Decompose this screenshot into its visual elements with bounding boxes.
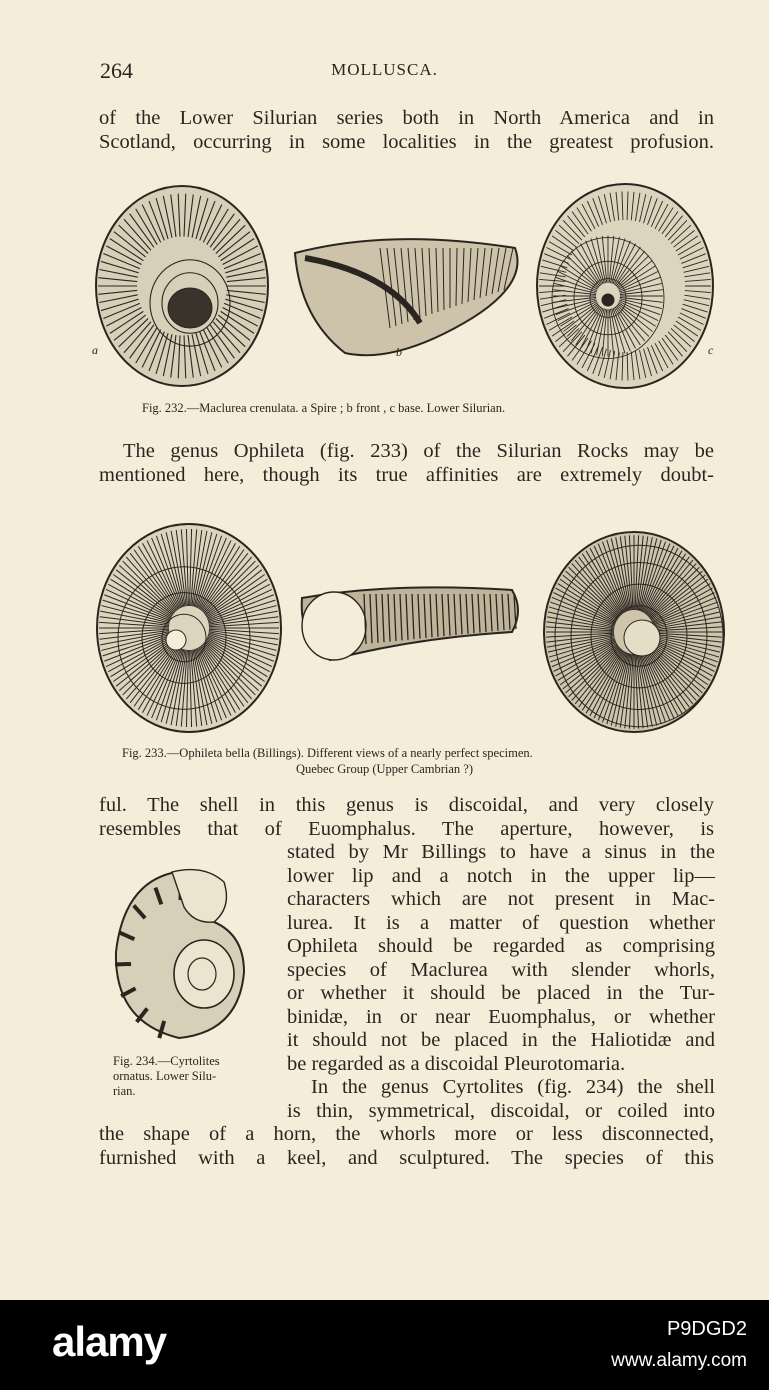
text-line: is thin, symmetrical, discoidal, or coiled into <box>287 1099 715 1122</box>
site-url: www.alamy.com <box>611 1350 747 1371</box>
side-column-text <box>287 841 715 1123</box>
text-line: lower lip and a notch in the upper lip— <box>287 864 715 887</box>
text-line: Scotland, occurring in some localities in the greatest profusion. <box>99 130 714 153</box>
text-line: mentioned here, though its true affinities are extremely doubt- <box>99 463 714 486</box>
text-line: resembles that of Euomphalus. The aperture, however, is <box>99 817 714 840</box>
page-number: 264 <box>100 58 133 83</box>
text-line: furnished with a keel, and sculptured. The species of this <box>99 1146 714 1169</box>
fig-234-illustration <box>104 862 254 1044</box>
image-id: P9DGD2 <box>666 1318 747 1340</box>
text-line: The genus Ophileta (fig. 233) of the Silurian Rocks may be <box>123 440 714 462</box>
paragraph-full-b <box>99 1123 714 1170</box>
fig-233-caption-line-2: Quebec Group (Upper Cambrian ?) <box>295 762 473 776</box>
caption-line: Fig. 234.—Cyrtolites <box>113 1054 220 1068</box>
text-line: or whether it should be placed in the Tur- <box>287 982 715 1004</box>
maclurea-base-drawing <box>537 184 713 388</box>
text-line: be regarded as a discoidal Pleurotomaria. <box>287 1052 626 1075</box>
text-line: characters which are not present in Mac- <box>287 888 715 910</box>
ophileta-base-drawing <box>544 532 724 732</box>
fig-233-caption-line-1: Fig. 233.—Ophileta bella (Billings). Different views of a nearly perfect specimen. <box>122 746 533 760</box>
fig-232-illustration <box>90 178 720 400</box>
ophileta-front-drawing <box>302 587 518 660</box>
text-line: binidæ, in or near Euomphalus, or whether <box>287 1005 715 1028</box>
fig-232-label-a: a <box>92 343 98 357</box>
text-line: the shape of a horn, the whorls more or less disconnected, <box>99 1123 714 1145</box>
ophileta-paragraph <box>99 440 714 487</box>
fig-232-label-b: b <box>396 345 402 359</box>
fig-233-illustration <box>94 510 726 740</box>
text-line: it should not be placed in the Haliotidæ and <box>287 1029 715 1051</box>
running-head: MOLLUSCA. <box>331 60 438 79</box>
paragraph-full-a <box>99 794 714 841</box>
text-line: In the genus Cyrtolites (fig. 234) the shell <box>311 1076 715 1098</box>
maclurea-spire-drawing <box>96 186 268 386</box>
text-line: ful. The shell in this genus is discoidal, and very closely <box>99 794 714 816</box>
text-line: stated by Mr Billings to have a sinus in the <box>287 841 715 863</box>
caption-line: rian. <box>113 1084 136 1098</box>
text-line: lurea. It is a matter of question whether <box>287 911 715 934</box>
alamy-logo: alamy <box>52 1318 167 1365</box>
ophileta-spire-drawing <box>97 524 281 732</box>
top-paragraph <box>99 107 714 154</box>
caption-line: ornatus. Lower Silu- <box>113 1069 217 1083</box>
text-line: Ophileta should be regarded as comprising <box>287 935 715 957</box>
text-line: of the Lower Silurian series both in North America and in <box>99 107 714 129</box>
fig-232-caption: Fig. 232.—Maclurea crenulata. a Spire ; b front , c base. Lower Silurian. <box>142 401 506 415</box>
fig-232-label-c: c <box>708 343 714 357</box>
maclurea-front-drawing <box>295 239 518 355</box>
stock-footer-bar <box>0 1300 769 1390</box>
fig-234-caption <box>113 1054 220 1099</box>
text-line: species of Maclurea with slender whorls, <box>287 958 715 981</box>
